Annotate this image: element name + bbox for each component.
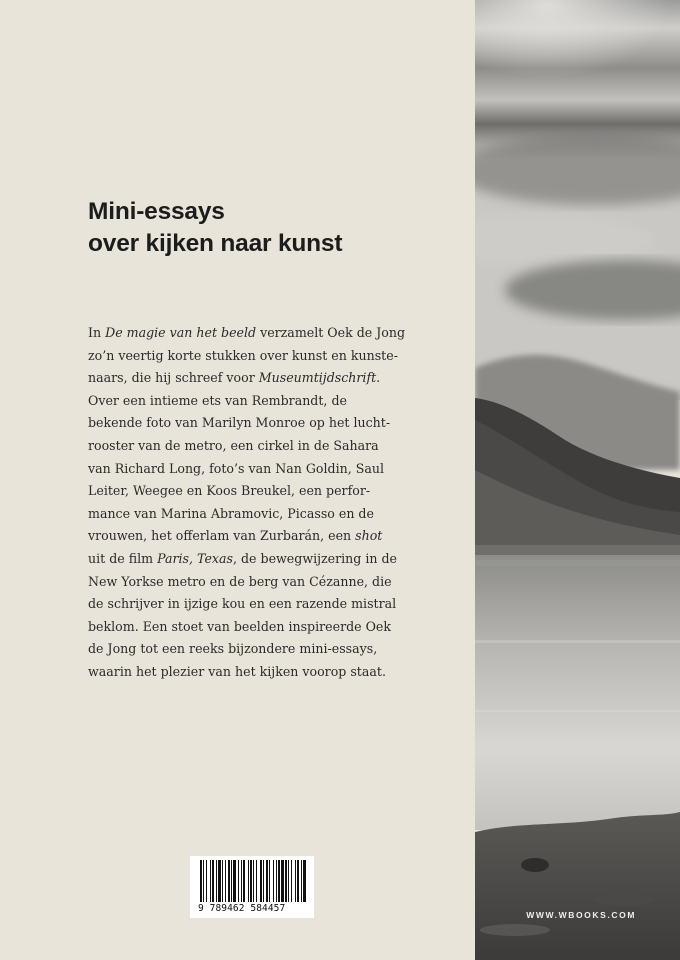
blurb-text-run: naars, die hij schreef voor <box>88 370 259 386</box>
blurb-text-run: Leiter, Weegee en Koos Breukel, een perfor- <box>88 483 371 499</box>
blurb-line <box>88 345 460 368</box>
blurb-text-run: beklom. Een stoet van beelden inspireerde Oek <box>88 618 392 634</box>
blurb-text-run: uit de film <box>88 550 158 566</box>
blurb-line <box>88 503 460 526</box>
blurb-text-run: van Richard Long, foto’s van Nan Goldin, Saul <box>88 460 385 476</box>
landscape-photo <box>475 0 680 960</box>
blurb-line <box>88 390 460 413</box>
barcode-image <box>198 860 306 902</box>
blurb-text-run: , de bewegwijzering in de <box>232 550 397 566</box>
tagline-line-2: over kijken naar kunst <box>88 230 343 257</box>
blurb-text-run: In <box>88 325 106 340</box>
blurb-text-run: Over een intieme ets van Rembrandt, de <box>88 392 347 408</box>
blurb-italic-run: Museumtijdschrift <box>258 370 377 386</box>
blurb-italic-run: De magie van het beeld <box>105 325 257 340</box>
isbn-barcode <box>190 856 314 918</box>
blurb-line <box>88 435 460 458</box>
blurb-line <box>88 322 460 345</box>
blurb-line <box>88 367 460 390</box>
blurb-text-run: zo’n veertig korte stukken over kunst en kunste- <box>88 347 398 363</box>
blurb-line <box>88 616 460 639</box>
blurb-line <box>88 593 460 616</box>
blurb-line <box>88 638 460 661</box>
blurb-text-run: mance van Marina Abramovic, Picasso en de <box>88 505 374 521</box>
blurb-line <box>88 458 460 481</box>
isbn-number: 9 789462 584457 <box>198 903 286 914</box>
tagline-title <box>88 196 458 260</box>
blurb-italic-run: Paris, Texas <box>157 550 233 566</box>
publisher-website: WWW.WBOOKS.COM <box>526 910 636 920</box>
blurb-text-run: New Yorkse metro en de berg van Cézanne, die <box>88 573 392 589</box>
blurb-text-run: verzamelt Oek de Jong <box>256 325 406 340</box>
blurb-text-run: rooster van de metro, een cirkel in de Sahara <box>88 437 379 453</box>
blurb-paragraph <box>88 322 460 684</box>
blurb-line <box>88 661 460 684</box>
blurb-text-run: vrouwen, het offerlam van Zurbarán, een <box>88 528 356 544</box>
blurb-line <box>88 548 460 571</box>
blurb-text-run: de schrijver in ijzige kou en een razende mistral <box>88 596 397 612</box>
blurb-line <box>88 412 460 435</box>
blurb-line <box>88 525 460 548</box>
blurb-text-run: . <box>376 370 381 386</box>
blurb-text-run: waarin het plezier van het kijken voorop staat. <box>88 663 386 679</box>
blurb-text-run: bekende foto van Marilyn Monroe op het lucht- <box>88 415 391 431</box>
tagline-line-1: Mini-essays <box>88 198 225 225</box>
blurb-text-run: de Jong tot een reeks bijzondere mini-essays, <box>88 641 378 657</box>
blurb-line <box>88 571 460 594</box>
blurb-italic-run: shot <box>355 528 383 544</box>
blurb-line <box>88 480 460 503</box>
landscape-photo-image <box>475 0 680 960</box>
